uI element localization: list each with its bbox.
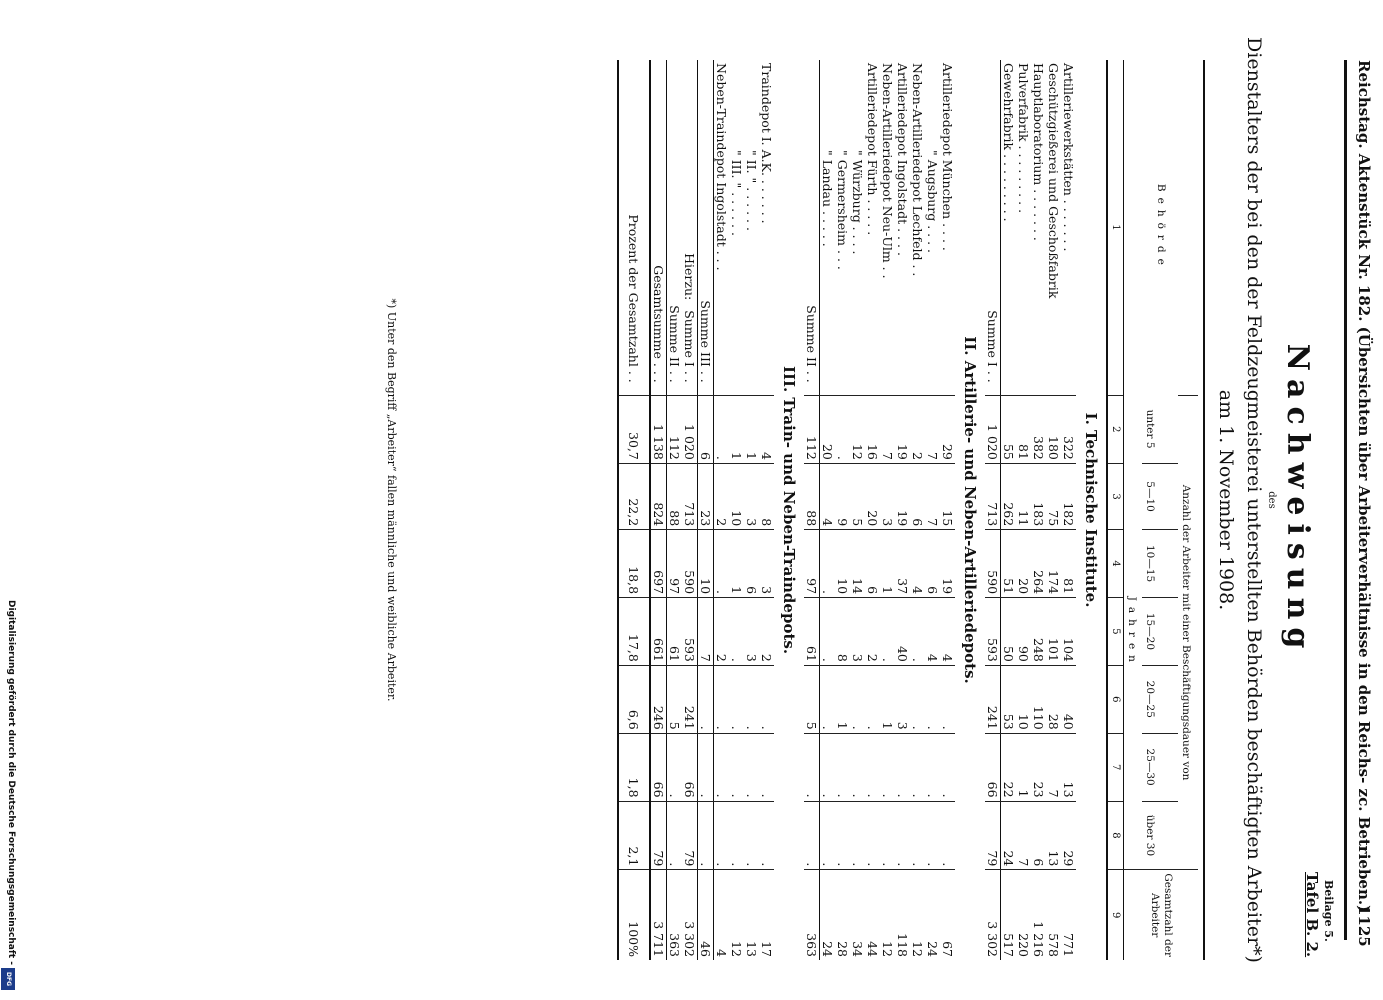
row-label: " III. " . . . . . . — [729, 150, 744, 236]
cell-value: 23 — [1031, 733, 1046, 801]
cell-value: 79 — [650, 801, 667, 870]
cell-value: . — [910, 598, 925, 666]
cell-value: 7 — [925, 395, 940, 463]
cell-value: 3 — [880, 463, 895, 529]
cell-value: 79 — [985, 801, 1001, 870]
hierzu-label: Hierzu: — [682, 253, 697, 301]
cell-value: 10 — [835, 530, 850, 598]
cell-value: 50 — [1001, 598, 1017, 666]
row-label: Artilleriewerkstätten . . . . . . . — [1061, 63, 1076, 252]
beilage-label: Beilage 5. — [1322, 880, 1335, 942]
cell-value: 66 — [682, 733, 698, 801]
cell-value: 6 — [910, 463, 925, 529]
column-numbers-row — [1107, 60, 1124, 960]
cell-value: 81 — [1061, 530, 1076, 598]
row-label: Summe I . . — [985, 60, 1001, 395]
cell-value: . — [820, 665, 836, 733]
cell-value: . — [759, 733, 774, 801]
cell-value: . — [835, 733, 850, 801]
cell-value: 7 — [925, 463, 940, 529]
row-label: " Germersheim . . . — [835, 150, 850, 270]
cell-value: . — [940, 733, 955, 801]
cell-value: 6 — [865, 530, 880, 598]
cell-value: 2,1 — [618, 801, 650, 870]
table-row — [865, 60, 880, 960]
dienstalter-table — [617, 60, 1198, 960]
section-header-row — [955, 60, 985, 960]
col-number: 4 — [1107, 530, 1124, 598]
cell-value: 593 — [985, 598, 1001, 666]
cell-value: 20 — [1016, 530, 1031, 598]
cell-value: . — [820, 801, 836, 870]
row-label: Artilleriedepot München . . . . — [940, 63, 955, 251]
cell-value: 19 — [895, 463, 910, 529]
cell-value: . — [744, 733, 759, 801]
cell-value: . — [714, 733, 730, 801]
cell-value: . — [714, 801, 730, 870]
cell-value: 61 — [667, 598, 683, 666]
cell-value: . — [729, 598, 744, 666]
cell-value: 3 302 — [682, 870, 698, 960]
cell-value: 118 — [895, 870, 910, 960]
cell-value: . — [820, 598, 836, 666]
cell-value: . — [714, 665, 730, 733]
cell-value: 112 — [667, 395, 683, 463]
row-label: Hauptlaboratorium . . . . . . . — [1031, 63, 1046, 241]
cell-value: 8 — [759, 463, 774, 529]
cell-value: 180 — [1046, 395, 1061, 463]
cell-value: 182 — [1061, 463, 1076, 529]
table-row — [820, 60, 836, 960]
table-row — [1061, 60, 1076, 960]
cell-value: 10 — [729, 463, 744, 529]
cell-value: . — [820, 530, 836, 598]
row-label: Neben-Artilleriedepot Lechfeld . . — [910, 63, 925, 277]
range-2: 10—15 — [1142, 530, 1178, 598]
cell-value: 12 — [850, 395, 865, 463]
cell-value: . — [698, 801, 714, 870]
cell-value: 517 — [1001, 870, 1017, 960]
row-label: Artilleriedepot Ingolstadt . . . . — [895, 63, 910, 256]
cell-value: . — [729, 665, 744, 733]
cell-value: 53 — [1001, 665, 1017, 733]
cell-value: . — [667, 801, 683, 870]
cell-value: 363 — [804, 870, 820, 960]
cell-value: 12 — [729, 870, 744, 960]
cell-value: . — [865, 665, 880, 733]
cell-value: 1 — [744, 395, 759, 463]
cell-value: 24 — [1001, 801, 1017, 870]
title-subtitle: Dienstalters der bei den der Feldzeugmeisterei unterstellten Behörden beschäftigten Arbeiter*) — [1243, 37, 1265, 963]
row-label: Summe II . . — [804, 60, 820, 395]
cell-value: 30,7 — [618, 395, 650, 463]
row-label: Neben-Traindepot Ingolstadt . . . — [714, 63, 729, 271]
column-header-total: Gesamtzahl der Arbeiter — [1124, 870, 1199, 960]
cell-value: 1 — [880, 530, 895, 598]
cell-value: 88 — [804, 463, 820, 529]
row-label: " Landau . . . . . — [820, 150, 835, 247]
col-number: 5 — [1107, 598, 1124, 666]
cell-value: 19 — [940, 530, 955, 598]
cell-value: 16 — [865, 395, 880, 463]
cell-value: 241 — [985, 665, 1001, 733]
cell-value: 5 — [804, 665, 820, 733]
cell-value: 661 — [650, 598, 667, 666]
cell-value: 3 302 — [985, 870, 1001, 960]
cell-value: 12 — [910, 870, 925, 960]
cell-value: 7 — [698, 598, 714, 666]
table-row — [835, 60, 850, 960]
cell-value: 6 — [744, 530, 759, 598]
cell-value: . — [910, 665, 925, 733]
cell-value: 34 — [850, 870, 865, 960]
cell-value: 10 — [1016, 665, 1031, 733]
cell-value: . — [940, 665, 955, 733]
cell-value: 4 — [714, 870, 730, 960]
cell-value: 578 — [1046, 870, 1061, 960]
cell-value: 241 — [682, 665, 698, 733]
cell-value: 22 — [1001, 733, 1017, 801]
cell-value: 3 — [744, 598, 759, 666]
cell-value: . — [925, 733, 940, 801]
cell-value: . — [820, 733, 836, 801]
cell-value: . — [925, 665, 940, 733]
table-row — [1046, 60, 1061, 960]
cell-value: 22,2 — [618, 463, 650, 529]
cell-value: 3 — [744, 463, 759, 529]
cell-value: 11 — [1016, 463, 1031, 529]
table-row — [744, 60, 759, 960]
cell-value: 1 216 — [1031, 870, 1046, 960]
section-header-row — [1076, 60, 1107, 960]
table-row — [1016, 60, 1031, 960]
cell-value: . — [835, 395, 850, 463]
cell-value: . — [880, 801, 895, 870]
range-3: 15—20 — [1142, 598, 1178, 666]
page-number: 1125 — [1355, 905, 1373, 947]
cell-value: . — [759, 665, 774, 733]
cell-value: 1 020 — [985, 395, 1001, 463]
cell-value: 5 — [667, 665, 683, 733]
cell-value: 363 — [667, 870, 683, 960]
range-1: 5—10 — [1142, 463, 1178, 529]
row-label: Prozent der Gesamtzahl . . — [618, 60, 650, 395]
table-body — [618, 60, 1107, 960]
cell-value: 382 — [1031, 395, 1046, 463]
cell-value: 15 — [940, 463, 955, 529]
cell-value: . — [940, 801, 955, 870]
row-label: Traindepot I. A.K. . . . . . . — [759, 63, 774, 224]
column-header-jahren: Jahren — [1126, 596, 1138, 668]
row-label — [682, 60, 698, 395]
cell-value: . — [698, 733, 714, 801]
cell-value: 44 — [865, 870, 880, 960]
cell-value: 713 — [682, 463, 698, 529]
header-rule — [1344, 60, 1347, 940]
cell-value: 220 — [1016, 870, 1031, 960]
row-label: " II. " . . . . . . — [744, 150, 759, 231]
cell-value: 101 — [1046, 598, 1061, 666]
col-number: 6 — [1107, 665, 1124, 733]
cell-value: 19 — [895, 395, 910, 463]
cell-value: 90 — [1016, 598, 1031, 666]
cell-value: 24 — [820, 870, 836, 960]
cell-value: 246 — [650, 665, 667, 733]
cell-value: 4 — [759, 395, 774, 463]
table-row — [759, 60, 774, 960]
cell-value: . — [850, 665, 865, 733]
cell-value: 1,8 — [618, 733, 650, 801]
range-5: 25—30 — [1142, 733, 1178, 801]
table-row — [895, 60, 910, 960]
cell-value: 29 — [940, 395, 955, 463]
cell-value: 1 — [729, 530, 744, 598]
section-title: I. Technische Institute. — [1082, 412, 1101, 608]
cell-value: 590 — [682, 530, 698, 598]
journal-header: Reichstag. Aktenstück Nr. 182. (Übersichten über Arbeiterverhältnisse in den Reichs- zc. Betrieben.) — [1355, 60, 1373, 913]
sum-row — [804, 60, 820, 960]
cell-value: . — [865, 733, 880, 801]
cell-value: 183 — [1031, 463, 1046, 529]
cell-value: . — [850, 733, 865, 801]
cell-value: . — [910, 733, 925, 801]
cell-value: 6,6 — [618, 665, 650, 733]
cell-value: 2 — [714, 463, 730, 529]
cell-value: . — [744, 665, 759, 733]
cell-value: 1 — [729, 395, 744, 463]
col-number: 9 — [1107, 870, 1124, 960]
cell-value: . — [835, 801, 850, 870]
cell-value: 593 — [682, 598, 698, 666]
cell-value: . — [865, 801, 880, 870]
table-row — [940, 60, 955, 960]
cell-value: 29 — [1061, 801, 1076, 870]
cell-value: 7 — [880, 395, 895, 463]
col-number: 7 — [1107, 733, 1124, 801]
cell-value: 174 — [1046, 530, 1061, 598]
cell-value: 10 — [698, 530, 714, 598]
cell-value: . — [880, 598, 895, 666]
cell-value: 20 — [820, 395, 836, 463]
cell-value: . — [895, 733, 910, 801]
cell-value: 79 — [682, 801, 698, 870]
prozent-row — [618, 60, 650, 960]
table-row — [1001, 60, 1017, 960]
col-number: 2 — [1107, 395, 1124, 463]
row-label: Neben-Artilleriedepot Neu-Ulm . . — [880, 63, 895, 279]
column-group-row — [1178, 60, 1198, 960]
sum-row — [985, 60, 1001, 960]
hierzu-row — [667, 60, 683, 960]
hierzu-row — [682, 60, 698, 960]
column-header-behoerde: Behörde — [1155, 183, 1168, 271]
cell-value: 1 — [880, 665, 895, 733]
table-top-rule — [1203, 60, 1205, 960]
cell-value: 6 — [925, 530, 940, 598]
cell-value: 13 — [1061, 733, 1076, 801]
cell-value: 3 — [895, 665, 910, 733]
section-header-row — [774, 60, 804, 960]
cell-value: 1 — [835, 665, 850, 733]
cell-value: 771 — [1061, 870, 1076, 960]
dfg-sidebar-text: Digitalisierung gefördert durch die Deutsche Forschungsgemeinschaft - — [6, 600, 16, 965]
cell-value: 14 — [850, 530, 865, 598]
cell-value: 7 — [1016, 801, 1031, 870]
cell-value: 6 — [698, 395, 714, 463]
cell-value: . — [667, 733, 683, 801]
cell-value: 3 — [759, 530, 774, 598]
table-row — [714, 60, 730, 960]
gesamtsumme-row — [650, 60, 667, 960]
cell-value: 264 — [1031, 530, 1046, 598]
cell-value: 2 — [759, 598, 774, 666]
cell-value: . — [925, 801, 940, 870]
cell-value: 61 — [804, 598, 820, 666]
cell-value: 8 — [835, 598, 850, 666]
cell-value: 104 — [1061, 598, 1076, 666]
cell-value: 40 — [895, 598, 910, 666]
cell-value: 4 — [910, 530, 925, 598]
row-label: Summe II . . — [667, 305, 682, 383]
row-label: Pulverfabrik . . . . . . . . . — [1016, 63, 1031, 214]
cell-value: 7 — [1046, 733, 1061, 801]
cell-value: 55 — [1001, 395, 1017, 463]
cell-value: 4 — [820, 463, 836, 529]
title-des: des — [1266, 491, 1277, 509]
cell-value: 4 — [940, 598, 955, 666]
cell-value: 46 — [698, 870, 714, 960]
cell-value: 75 — [1046, 463, 1061, 529]
cell-value: 66 — [985, 733, 1001, 801]
cell-value: 20 — [865, 463, 880, 529]
cell-value: . — [804, 801, 820, 870]
table-row — [925, 60, 940, 960]
cell-value: 67 — [940, 870, 955, 960]
cell-value: . — [729, 733, 744, 801]
section-title: III. Train- und Neben-Traindepots. — [780, 365, 799, 655]
cell-value: 9 — [835, 463, 850, 529]
table-row — [729, 60, 744, 960]
cell-value: 3 711 — [650, 870, 667, 960]
range-4: 20—25 — [1142, 665, 1178, 733]
cell-value: 17 — [759, 870, 774, 960]
cell-value: . — [804, 733, 820, 801]
cell-value: 248 — [1031, 598, 1046, 666]
title-main: Nachweisung — [1280, 343, 1315, 657]
cell-value: 2 — [714, 598, 730, 666]
cell-value: 1 138 — [650, 395, 667, 463]
cell-value: . — [729, 801, 744, 870]
row-label: " Würzburg . . . . — [850, 150, 865, 255]
range-6: über 30 — [1142, 801, 1178, 870]
cell-value: 697 — [650, 530, 667, 598]
cell-value: 322 — [1061, 395, 1076, 463]
cell-value: 1 020 — [682, 395, 698, 463]
cell-value: 1 — [1016, 733, 1031, 801]
cell-value: 37 — [895, 530, 910, 598]
cell-value: 97 — [804, 530, 820, 598]
row-label: Summe III . . — [698, 60, 714, 395]
row-label: Geschützgießerei und Geschoßfabrik — [1046, 63, 1061, 299]
cell-value: . — [714, 530, 730, 598]
cell-value: 97 — [667, 530, 683, 598]
cell-value: 824 — [650, 463, 667, 529]
cell-value: 13 — [744, 870, 759, 960]
cell-value: 110 — [1031, 665, 1046, 733]
col-number: 8 — [1107, 801, 1124, 870]
table-row — [850, 60, 865, 960]
cell-value: . — [698, 665, 714, 733]
row-label-text: Summe I . . — [682, 310, 697, 383]
table-row — [880, 60, 895, 960]
column-header-group: Anzahl der Arbeiter mit einer Beschäftigungsdauer von — [1178, 395, 1198, 870]
col-number: 3 — [1107, 463, 1124, 529]
tafel-label: Tafel B. 2. — [1303, 872, 1321, 958]
cell-value: 18,8 — [618, 530, 650, 598]
section-title: II. Artillerie- und Neben-Artilleriedepots. — [961, 336, 980, 684]
cell-value: . — [880, 733, 895, 801]
cell-value: 17,8 — [618, 598, 650, 666]
cell-value: 66 — [650, 733, 667, 801]
cell-value: 23 — [698, 463, 714, 529]
cell-value: . — [759, 801, 774, 870]
cell-value: 5 — [850, 463, 865, 529]
cell-value: 81 — [1016, 395, 1031, 463]
cell-value: . — [714, 395, 730, 463]
cell-value: 713 — [985, 463, 1001, 529]
cell-value: 2 — [910, 395, 925, 463]
cell-value: 3 — [850, 598, 865, 666]
range-0: unter 5 — [1144, 409, 1156, 449]
cell-value: 28 — [1046, 665, 1061, 733]
cell-value: 13 — [1046, 801, 1061, 870]
cell-value: 4 — [925, 598, 940, 666]
cell-value: . — [744, 801, 759, 870]
table-row — [910, 60, 925, 960]
cell-value: 28 — [835, 870, 850, 960]
cell-value: 2 — [865, 598, 880, 666]
row-label: Artilleriedepot Fürth . . . . . — [865, 63, 880, 236]
cell-value: 100% — [618, 870, 650, 960]
cell-value: 112 — [804, 395, 820, 463]
row-label: Gesamtsumme . . . — [650, 60, 667, 395]
cell-value: 262 — [1001, 463, 1017, 529]
title-date: am 1. November 1908. — [1215, 389, 1237, 611]
row-label: Gewehrfabrik . . . . . . . . . — [1001, 63, 1016, 222]
cell-value: 12 — [880, 870, 895, 960]
cell-value: 51 — [1001, 530, 1017, 598]
cell-value: 590 — [985, 530, 1001, 598]
footnote: *) Unter den Begriff „Arbeiter“ fallen männliche und weibliche Arbeiter. — [385, 298, 398, 702]
dfg-logo: DFG — [1, 968, 15, 990]
cell-value: 24 — [925, 870, 940, 960]
cell-value: . — [850, 801, 865, 870]
cell-value: 88 — [667, 463, 683, 529]
cell-value: 40 — [1061, 665, 1076, 733]
cell-value: 6 — [1031, 801, 1046, 870]
cell-value: . — [910, 801, 925, 870]
col-number: 1 — [1107, 60, 1124, 395]
row-label: " Augsburg . . . . — [925, 150, 940, 254]
table-row — [1031, 60, 1046, 960]
cell-value: . — [895, 801, 910, 870]
sum-row — [698, 60, 714, 960]
